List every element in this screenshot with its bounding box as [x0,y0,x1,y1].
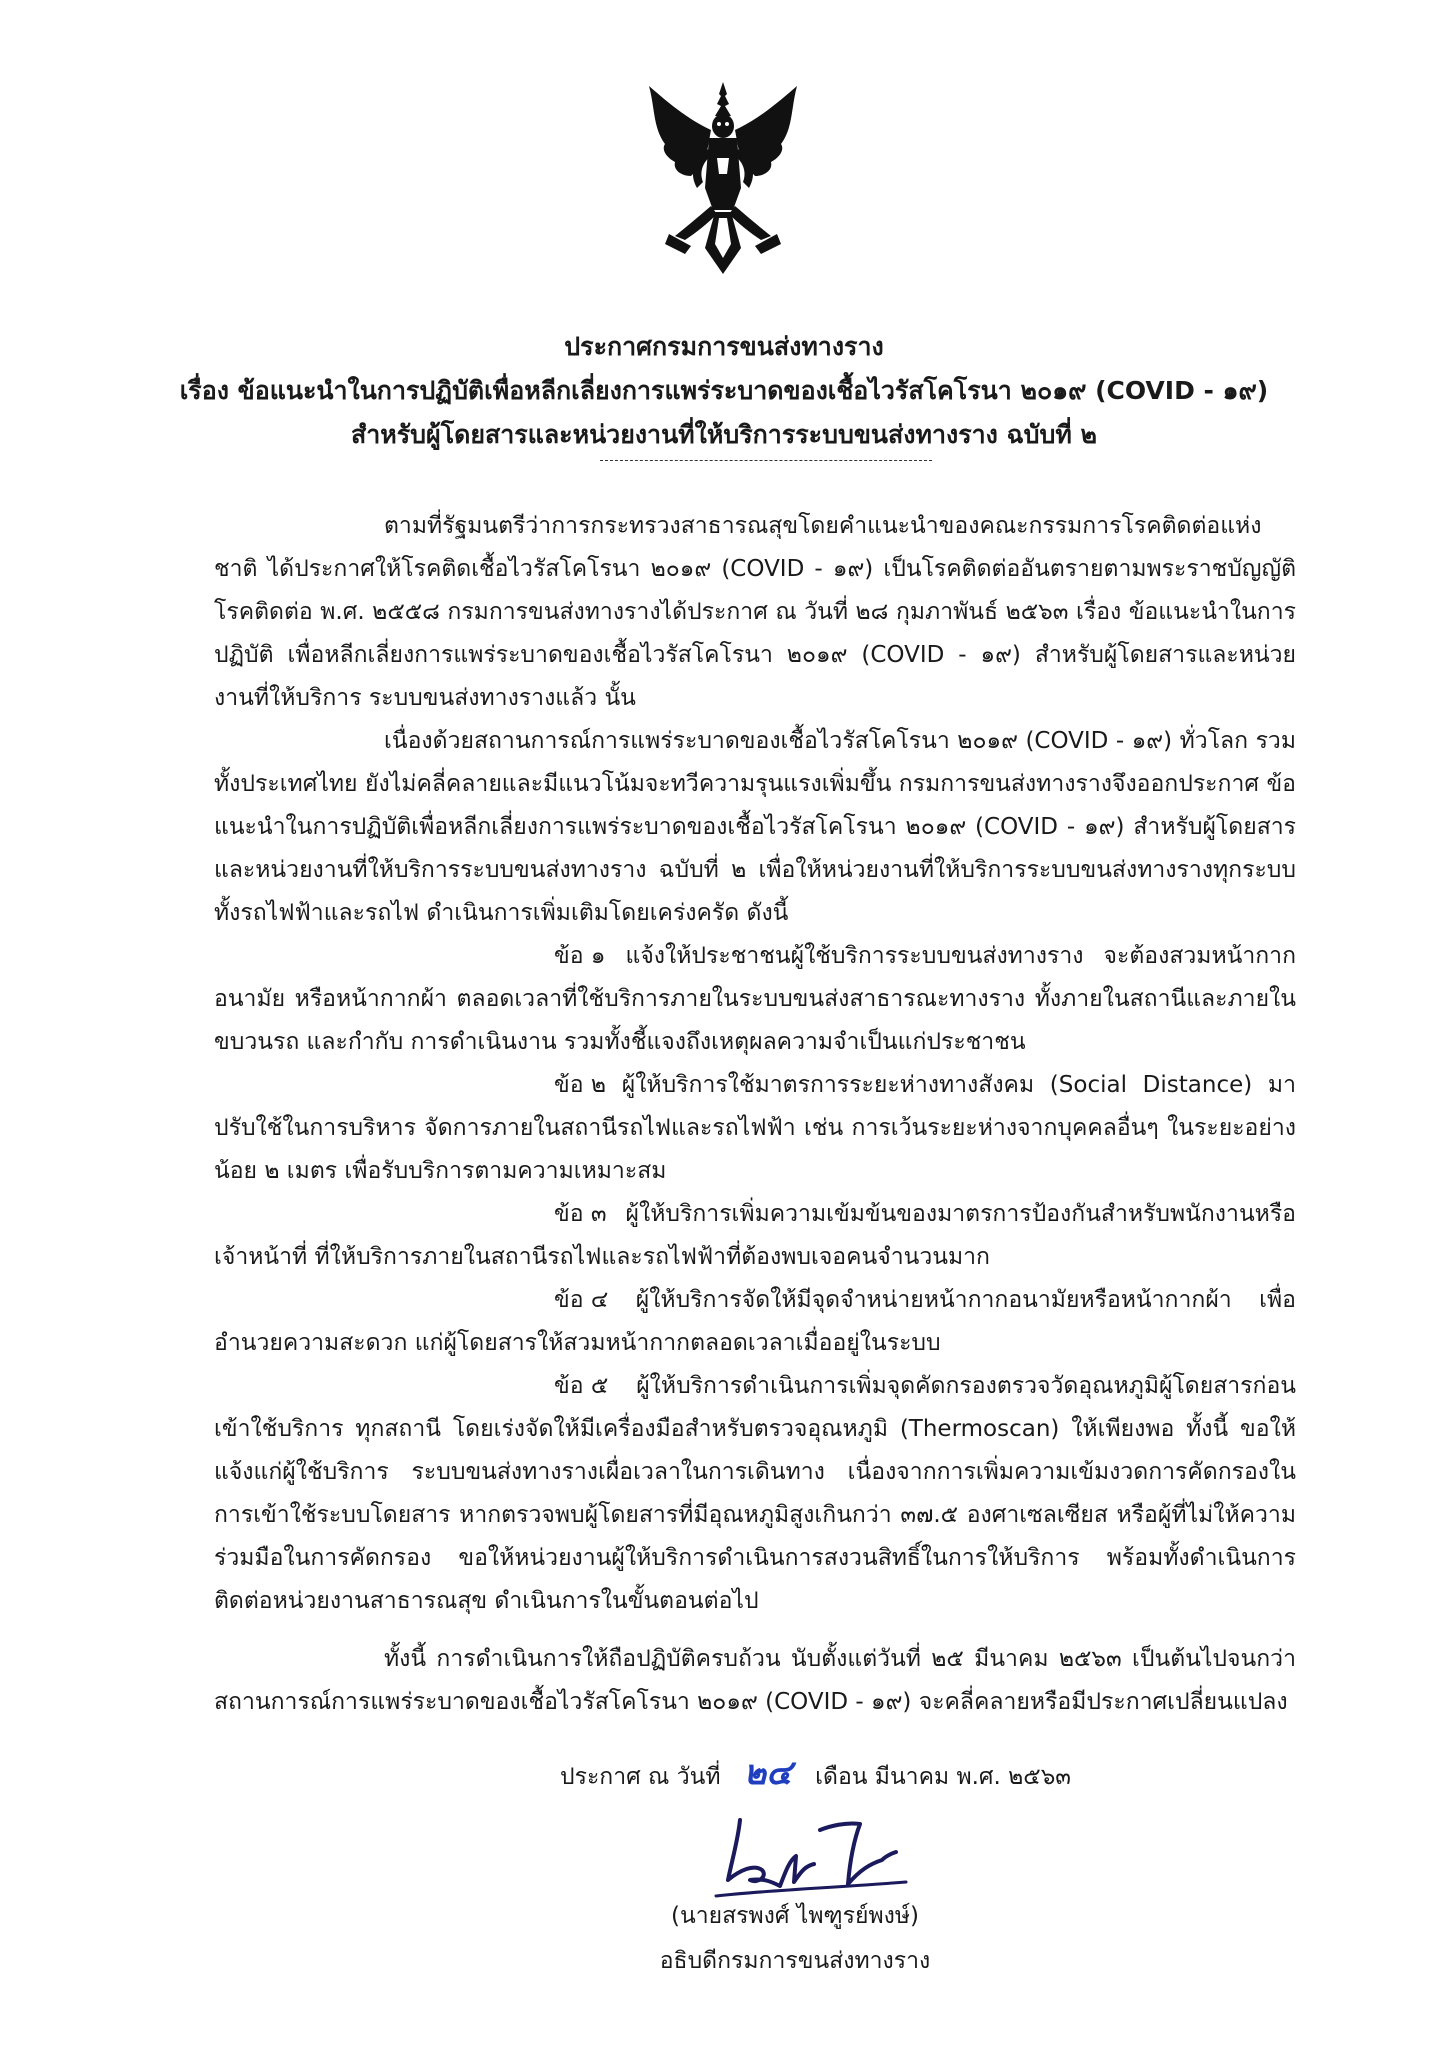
announcement-title: ประกาศกรมการขนส่งทางราง [564,332,884,361]
date-prefix: ประกาศ ณ วันที่ [560,1764,721,1790]
paragraph-preamble: ตามที่รัฐมนตรีว่าการกระทรวงสาธารณสุขโดยคำแนะนำของคณะกรรมการโรคติดต่อแห่งชาติ ได้ประกาศให้โรคติดเชื้อไวรัสโคโรนา ๒๐๑๙ (COVID - ๑๙) เป็นโรคติดต่ออันตรายตามพระราชบัญญัติโรคติดต่อ พ.ศ. ๒๕๕๘ กรมการขนส่งทางรางได้ประกาศ ณ วันที่ ๒๘ กุมภาพันธ์ ๒๕๖๓ เรื่อง ข้อแนะนำในการปฏิบัติ เพื่อหลีกเลี่ยงการแพร่ระบาดของเชื้อไวรัสโคโรนา ๒๐๑๙ (COVID - ๑๙) สำหรับผู้โดยสารและหน่วยงานที่ให้บริการ ระบบขนส่งทางรางแล้ว นั้น [214,513,1296,711]
clause-text: แจ้งให้ประชาชนผู้ใช้บริการระบบขนส่งทางราง จะต้องสวมหน้ากากอนามัย หรือหน้ากากผ้า ตลอดเวลาที่ใช้บริการภายในระบบขนส่งสาธารณะทางราง ทั้งภายในสถานีและภายในขบวนรถ และกำกับ การดำเนินงาน รวมทั้งชี้แจงถึงเหตุผลความจำเป็นแก่ประชาชน [214,943,1297,1055]
clause-number: ข้อ ๔ [554,1287,609,1313]
announcement-date [560,1752,1071,1799]
clause-number: ข้อ ๒ [554,1072,607,1098]
signer-title: อธิบดีกรมการขนส่งทางราง [659,1948,931,1974]
date-day-handwritten: ๒๔ [743,1753,792,1793]
announcement-subject: เรื่อง ข้อแนะนำในการปฏิบัติเพื่อหลีกเลี่ยงการแพร่ระบาดของเชื้อไวรัสโคโรนา ๒๐๑๙ (COVID - ๑๙) [179,376,1269,405]
clause-number: ข้อ ๑ [554,943,606,969]
garuda-emblem-icon [645,78,801,278]
clause-4 [214,1279,1296,1365]
clause-number: ข้อ ๓ [554,1201,607,1227]
clause-2 [214,1064,1296,1193]
announcement-subject-continued: สำหรับผู้โดยสารและหน่วยงานที่ให้บริการระบบขนส่งทางราง ฉบับที่ ๒ [350,420,1098,449]
signer-name: (นายสรพงศ์ ไพฑูรย์พงษ์) [671,1903,919,1929]
date-month-year: เดือน มีนาคม พ.ศ. ๒๕๖๓ [815,1764,1072,1790]
clause-5 [214,1365,1296,1623]
clause-3 [214,1193,1296,1279]
clause-text: ผู้ให้บริการจัดให้มีจุดจำหน่ายหน้ากากอนามัยหรือหน้ากากผ้า เพื่ออำนวยความสะดวก แก่ผู้โดยสารให้สวมหน้ากากตลอดเวลาเมื่ออยู่ในระบบ [214,1287,1296,1356]
header-divider [600,460,932,461]
clause-1 [214,935,1296,1064]
announcement-body [214,505,1296,1724]
paragraph-context: เนื่องด้วยสถานการณ์การแพร่ระบาดของเชื้อไวรัสโคโรนา ๒๐๑๙ (COVID - ๑๙) ทั่วโลก รวมทั้งประเทศไทย ยังไม่คลี่คลายและมีแนวโน้มจะทวีความรุนแรงเพิ่มขึ้น กรมการขนส่งทางรางจึงออกประกาศ ข้อแนะนำในการปฏิบัติเพื่อหลีกเลี่ยงการแพร่ระบาดของเชื้อไวรัสโคโรนา ๒๐๑๙ (COVID - ๑๙) สำหรับผู้โดยสาร และหน่วยงานที่ให้บริการระบบขนส่งทางราง ฉบับที่ ๒ เพื่อให้หน่วยงานที่ให้บริการระบบขนส่งทางรางทุกระบบ ทั้งรถไฟฟ้าและรถไฟ ดำเนินการเพิ่มเติมโดยเคร่งครัด ดังนี้ [214,728,1296,926]
clause-text: ผู้ให้บริการใช้มาตรการระยะห่างทางสังคม (Social Distance) มาปรับใช้ในการบริหาร จัดการภายในสถานีรถไฟและรถไฟฟ้า เช่น การเว้นระยะห่างจากบุคคลอื่นๆ ในระยะอย่างน้อย ๒ เมตร เพื่อรับบริการตามความเหมาะสม [214,1072,1296,1184]
clause-text: ผู้ให้บริการดำเนินการเพิ่มจุดคัดกรองตรวจวัดอุณหภูมิผู้โดยสารก่อนเข้าใช้บริการ ทุกสถานี โดยเร่งจัดให้มีเครื่องมือสำหรับตรวจอุณหภูมิ (Thermoscan) ให้เพียงพอ ทั้งนี้ ขอให้แจ้งแก่ผู้ใช้บริการ ระบบขนส่งทางรางเผื่อเวลาในการเดินทาง เนื่องจากการเพิ่มความเข้มงวดการคัดกรองในการเข้าใช้ระบบโดยสาร หากตรวจพบผู้โดยสารที่มีอุณหภูมิสูงเกินกว่า ๓๗.๕ องศาเซลเซียส หรือผู้ที่ไม่ให้ความร่วมมือในการคัดกรอง ขอให้หน่วยงานผู้ให้บริการดำเนินการสงวนสิทธิ์ในการให้บริการ พร้อมทั้งดำเนินการติดต่อหน่วยงานสาธารณสุข ดำเนินการในขั้นตอนต่อไป [214,1373,1296,1614]
paragraph-closing: ทั้งนี้ การดำเนินการให้ถือปฏิบัติครบถ้วน นับตั้งแต่วันที่ ๒๕ มีนาคม ๒๕๖๓ เป็นต้นไปจนกว่า สถานการณ์การแพร่ระบาดของเชื้อไวรัสโคโรนา ๒๐๑๙ (COVID - ๑๙) จะคลี่คลายหรือมีประกาศเปลี่ยนแปลง [214,1646,1296,1715]
signature-icon [710,1800,910,1910]
clause-text: ผู้ให้บริการเพิ่มความเข้มข้นของมาตรการป้องกันสำหรับพนักงานหรือเจ้าหน้าที่ ที่ให้บริการภายในสถานีรถไฟและรถไฟฟ้าที่ต้องพบเจอคนจำนวนมาก [214,1201,1296,1270]
clause-number: ข้อ ๕ [554,1373,609,1399]
